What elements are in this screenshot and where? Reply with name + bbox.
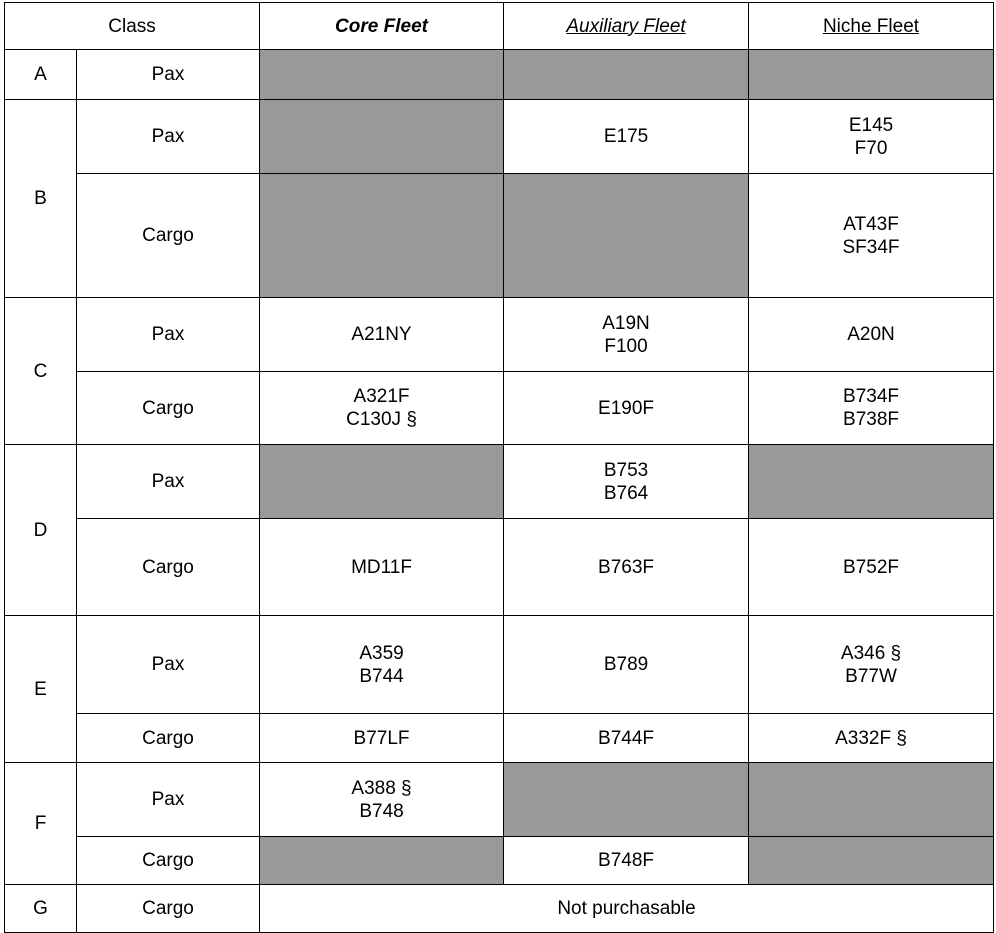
aircraft-code: E175 — [603, 126, 649, 147]
aircraft-code: B744 — [359, 665, 404, 687]
class-cell: C — [5, 298, 77, 445]
aircraft-code: C130J § — [346, 409, 417, 430]
fleet-cell — [504, 445, 749, 519]
table-row — [5, 100, 994, 174]
type-cell: Pax — [77, 298, 260, 372]
aircraft-code: B748 — [359, 800, 404, 822]
fleet-cell — [504, 372, 749, 445]
aircraft-code: F70 — [854, 137, 888, 159]
empty-cell — [260, 445, 504, 519]
header-niche-fleet: Niche Fleet — [749, 3, 994, 50]
aircraft-code: AT43F — [843, 213, 899, 235]
fleet-cell — [260, 763, 504, 837]
table-row — [5, 445, 994, 519]
empty-cell — [260, 100, 504, 174]
aircraft-code: B764 — [603, 482, 649, 504]
fleet-cell — [504, 519, 749, 616]
empty-cell — [504, 50, 749, 100]
empty-cell — [504, 763, 749, 837]
fleet-cell — [749, 714, 994, 763]
class-cell: E — [5, 616, 77, 763]
table-row — [5, 837, 994, 885]
header-class: Class — [5, 3, 260, 50]
aircraft-code: B763F — [598, 556, 654, 578]
class-cell: A — [5, 50, 77, 100]
type-cell: Pax — [77, 616, 260, 714]
empty-cell — [504, 174, 749, 298]
header-row — [5, 3, 994, 50]
empty-cell — [749, 837, 994, 885]
type-cell: Pax — [77, 445, 260, 519]
fleet-cell — [504, 837, 749, 885]
aircraft-code: B753 — [603, 459, 649, 481]
aircraft-code: B752F — [843, 556, 899, 578]
table-row — [5, 298, 994, 372]
fleet-cell — [749, 372, 994, 445]
aircraft-code: SF34F — [842, 236, 900, 258]
type-cell: Pax — [77, 50, 260, 100]
aircraft-code: B77W — [845, 665, 897, 687]
empty-cell — [260, 174, 504, 298]
type-cell: Cargo — [77, 372, 260, 445]
table-row — [5, 714, 994, 763]
fleet-cell — [749, 298, 994, 372]
fleet-cell — [749, 174, 994, 298]
aircraft-code: A346 § — [840, 642, 902, 664]
header-auxiliary-fleet: Auxiliary Fleet — [504, 3, 749, 50]
type-cell: Pax — [77, 100, 260, 174]
class-cell: B — [5, 100, 77, 298]
fleet-table — [4, 2, 994, 933]
fleet-cell — [504, 714, 749, 763]
fleet-cell — [260, 616, 504, 714]
fleet-cell — [260, 714, 504, 763]
class-cell: F — [5, 763, 77, 885]
type-cell: Cargo — [77, 174, 260, 298]
fleet-cell — [749, 519, 994, 616]
table-row — [5, 519, 994, 616]
class-cell: D — [5, 445, 77, 616]
fleet-cell — [749, 100, 994, 174]
fleet-cell — [504, 298, 749, 372]
table-row — [5, 50, 994, 100]
empty-cell — [749, 50, 994, 100]
empty-cell — [260, 50, 504, 100]
aircraft-code: A359 — [359, 642, 404, 664]
class-cell: G — [5, 885, 77, 933]
fleet-cell — [260, 372, 504, 445]
aircraft-code: B734F — [843, 386, 899, 407]
type-cell: Pax — [77, 763, 260, 837]
aircraft-code: MD11F — [351, 556, 412, 578]
empty-cell — [260, 837, 504, 885]
aircraft-code: F100 — [604, 335, 648, 357]
header-core-fleet: Core Fleet — [260, 3, 504, 50]
aircraft-code: B744F — [598, 727, 654, 749]
not-purchasable-cell: Not purchasable — [260, 885, 994, 933]
table-row — [5, 174, 994, 298]
fleet-cell — [260, 519, 504, 616]
empty-cell — [749, 763, 994, 837]
fleet-cell — [504, 100, 749, 174]
aircraft-code: A332F § — [835, 727, 907, 749]
aircraft-code: B738F — [843, 409, 899, 430]
aircraft-code: A21NY — [351, 324, 412, 345]
fleet-cell — [749, 616, 994, 714]
type-cell: Cargo — [77, 837, 260, 885]
empty-cell — [749, 445, 994, 519]
aircraft-code: A388 § — [351, 777, 412, 799]
fleet-cell — [260, 298, 504, 372]
type-cell: Cargo — [77, 885, 260, 933]
table-row — [5, 763, 994, 837]
aircraft-code: B789 — [603, 654, 649, 675]
aircraft-code: B748F — [598, 850, 654, 871]
aircraft-code: B77LF — [353, 727, 410, 749]
table-row — [5, 616, 994, 714]
aircraft-code: A20N — [847, 324, 895, 345]
aircraft-code: A19N — [602, 312, 650, 334]
table-row — [5, 885, 994, 933]
table-row — [5, 372, 994, 445]
aircraft-code: E190F — [598, 397, 654, 419]
type-cell: Cargo — [77, 714, 260, 763]
fleet-cell — [504, 616, 749, 714]
type-cell: Cargo — [77, 519, 260, 616]
aircraft-code: A321F — [353, 386, 410, 407]
aircraft-code: E145 — [848, 114, 894, 136]
